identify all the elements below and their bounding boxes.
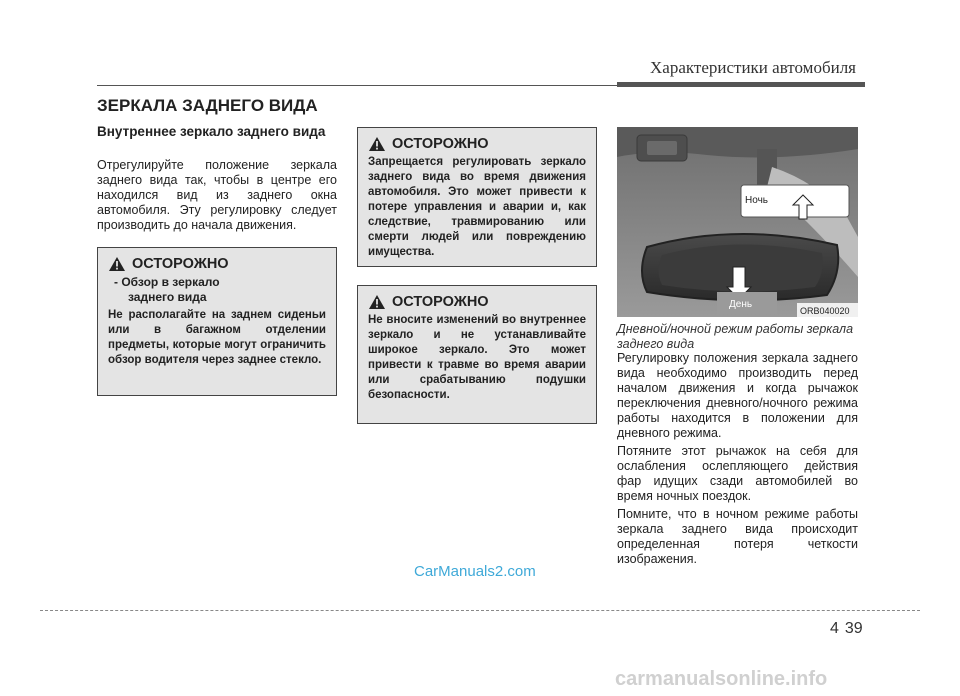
warning-list xyxy=(114,275,326,305)
warning-title: ОСТОРОЖНО xyxy=(392,294,489,310)
watermark-link[interactable]: CarManuals2.com xyxy=(414,563,536,580)
figure-code: ORB040020 xyxy=(800,306,850,316)
paragraph-text: Потяните этот рычажок на себя для ослабления ослепляющего действия фар идущих сзади автомобилей во время ночных поездок. xyxy=(617,444,858,503)
warning-text: Не вносите изменений во внутреннее зеркало и не устанавливайте широкое зеркало. Это может привести к травме во время аварии или срабатыванию подушки безопасности. xyxy=(368,314,586,401)
paragraph-text: Регулировку положения зеркала заднего вида необходимо производить перед началом движения и когда рычажок переключения дневного/ночного режима работы находится в положении для дневного режима. xyxy=(617,351,858,440)
label-day: День xyxy=(729,299,753,310)
page-number xyxy=(830,620,863,638)
page-number-value: 39 xyxy=(844,620,863,637)
mirror-illustration xyxy=(617,127,858,317)
warning-triangle-icon xyxy=(368,294,386,310)
footer-dashed-rule xyxy=(40,610,920,611)
paragraph-text: Помните, что в ночном режиме работы зеркала заднего вида происходит определенная потеря четкости изображения. xyxy=(617,507,858,566)
warning-title: ОСТОРОЖНО xyxy=(392,136,489,152)
column1-paragraph xyxy=(97,158,337,236)
warning-header xyxy=(108,256,326,272)
column3-paragraphs xyxy=(617,351,858,570)
chapter-number: 4 xyxy=(830,620,839,637)
label-night: Ночь xyxy=(745,195,768,206)
warning-triangle-icon xyxy=(368,136,386,152)
footer-site-watermark: carmanualsonline.info xyxy=(615,668,828,690)
figure-caption: Дневной/ночной режим работы зеркала заднего вида xyxy=(617,322,854,351)
warning-triangle-icon xyxy=(108,256,126,272)
warning-list-line2: заднего вида xyxy=(128,290,207,304)
section-header: Характеристики автомобиля xyxy=(650,58,856,77)
header-rule-left xyxy=(97,85,617,86)
warning-header xyxy=(368,294,586,310)
warning-list-line1: - Обзор в зеркало xyxy=(114,275,220,289)
warning-title: ОСТОРОЖНО xyxy=(132,256,229,272)
warning-header xyxy=(368,136,586,152)
warning-box-rear-view xyxy=(97,247,337,396)
paragraph-text: Отрегулируйте положение зеркала заднего вида так, чтобы в центре его находился вид из заднего окна автомобиля. Эту регулировку следует производить до начала движения. xyxy=(97,158,337,232)
warning-box-no-modification xyxy=(357,285,597,424)
header-rule-right xyxy=(617,82,865,87)
warning-box-no-adjust-while-driving xyxy=(357,127,597,267)
mirror-photo xyxy=(617,127,858,317)
warning-text: Не располагайте на заднем сиденьи или в багажном отделении предметы, которые могут ограничить обзор водителя через заднее стекло. xyxy=(108,309,326,366)
page-title: ЗЕРКАЛА ЗАДНЕГО ВИДА xyxy=(97,96,318,115)
warning-text: Запрещается регулировать зеркало заднего вида во время движения автомобиля. Это может привести к потере управления и аварии и, как следствие, травмированию или смерти людей или повреждению имущества. xyxy=(368,156,586,258)
subheading-interior-mirror: Внутреннее зеркало заднего вида xyxy=(97,124,326,139)
